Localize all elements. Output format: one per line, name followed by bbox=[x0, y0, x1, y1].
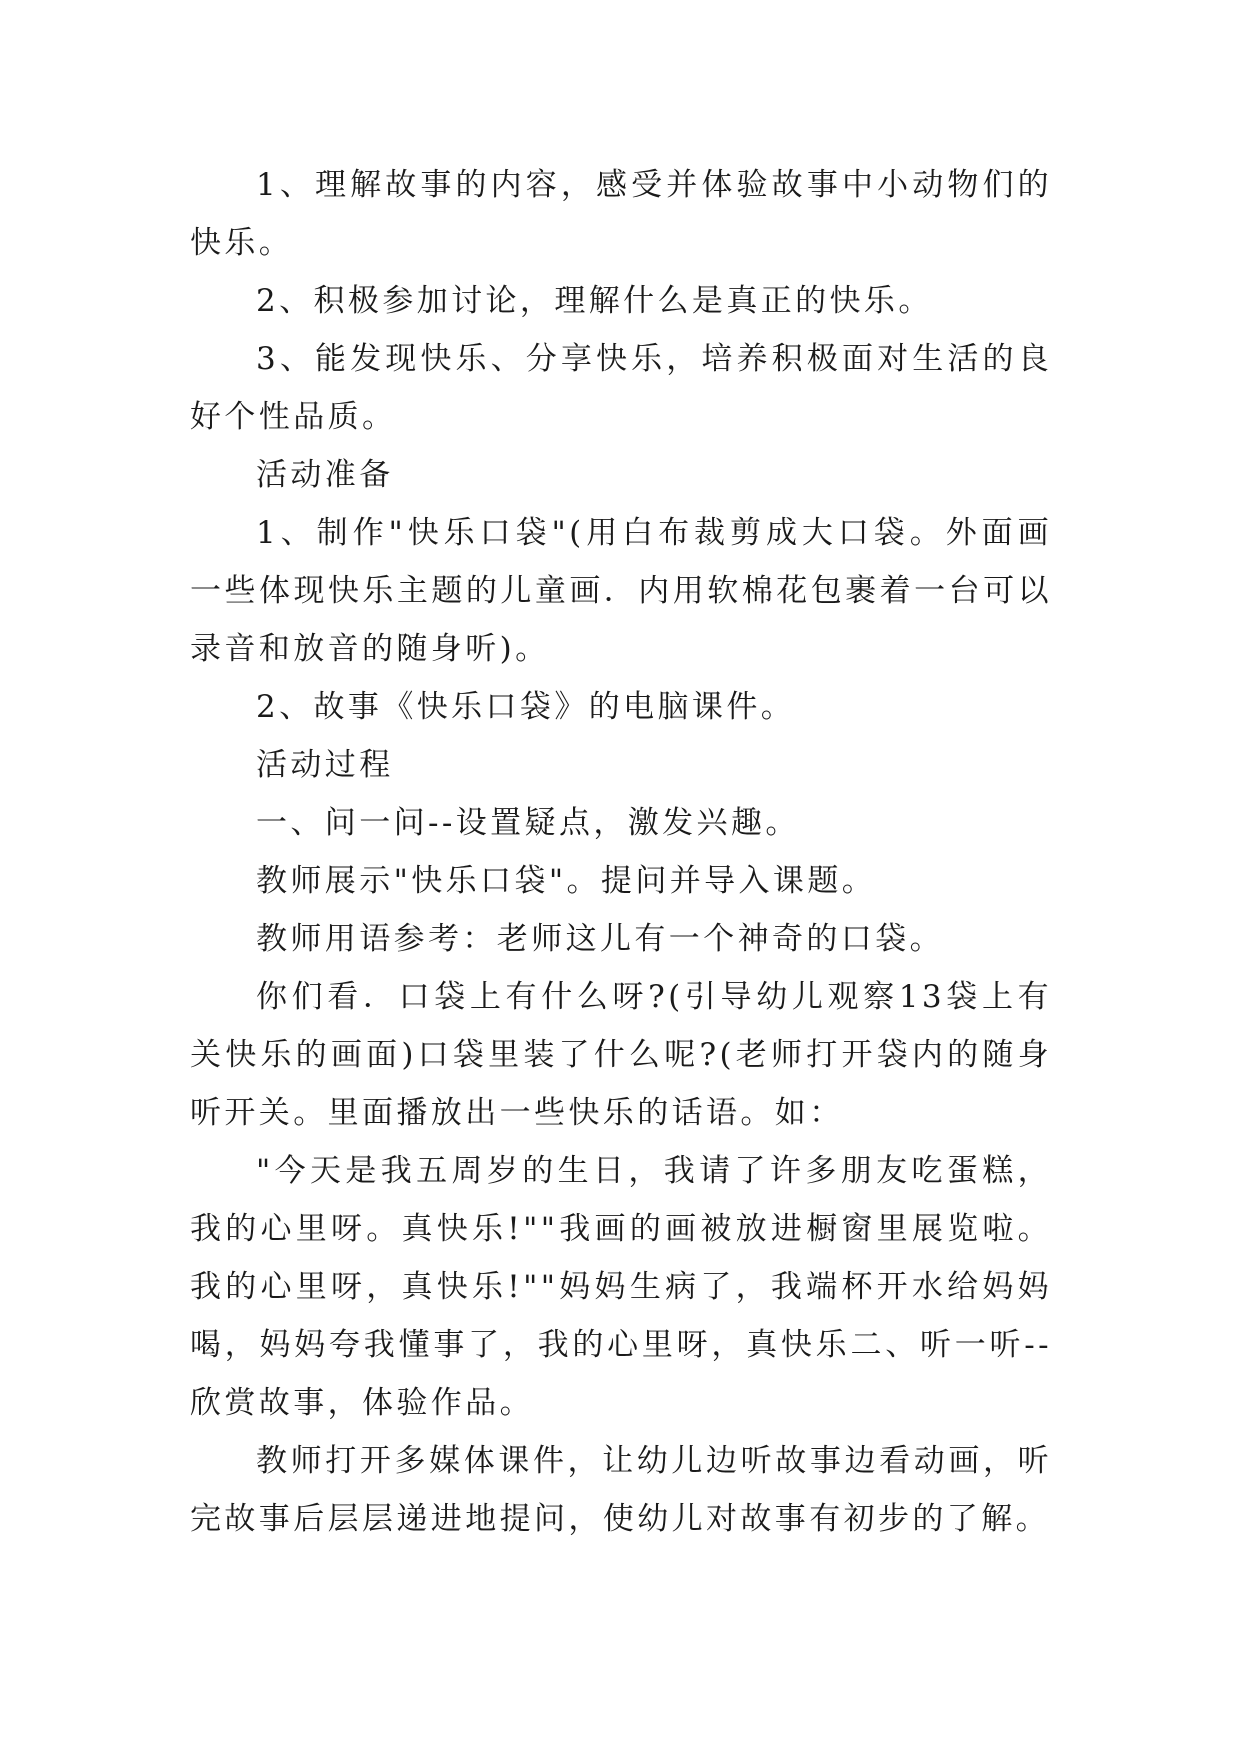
preparation-2: 2、故事《快乐口袋》的电脑课件。 bbox=[256, 689, 796, 725]
section-heading-process: 活动过程 bbox=[256, 747, 394, 783]
process-paragraph: 教师打开多媒体课件，让幼儿边听故事边看动画，听完故事后层层递进地提问，使幼儿对故事有初步的了解。 bbox=[190, 1443, 1052, 1537]
goal-2: 2、积极参加讨论，理解什么是真正的快乐。 bbox=[256, 283, 933, 319]
goal-1: 1、理解故事的内容，感受并体验故事中小动物们的快乐。 bbox=[190, 167, 1052, 261]
process-paragraph: 你们看．口袋上有什么呀?(引导幼儿观察13袋上有关快乐的画面)口袋里装了什么呢?(老师打开袋内的随身听开关。里面播放出一些快乐的话语。如： bbox=[190, 979, 1052, 1131]
process-paragraph: 教师用语参考：老师这儿有一个神奇的口袋。 bbox=[256, 921, 944, 957]
process-paragraph: "今天是我五周岁的生日，我请了许多朋友吃蛋糕，我的心里呀。真快乐!""我画的画被放进橱窗里展览啦。我的心里呀，真快乐!""妈妈生病了，我端杯开水给妈妈喝，妈妈夸我懂事了，我的心里呀，真快乐二、听一听--欣赏故事，体验作品。 bbox=[190, 1153, 1052, 1421]
section-heading-preparation: 活动准备 bbox=[256, 457, 394, 493]
process-paragraph: 教师展示"快乐口袋"。提问并导入课题。 bbox=[256, 863, 877, 899]
process-step-1: 一、问一问--设置疑点，激发兴趣。 bbox=[256, 805, 800, 841]
preparation-1: 1、制作"快乐口袋"(用白布裁剪成大口袋。外面画一些体现快乐主题的儿童画．内用软棉花包裹着一台可以录音和放音的随身听)。 bbox=[190, 515, 1052, 667]
goal-3: 3、能发现快乐、分享快乐，培养积极面对生活的良好个性品质。 bbox=[190, 341, 1052, 435]
document-body bbox=[190, 156, 1052, 1548]
